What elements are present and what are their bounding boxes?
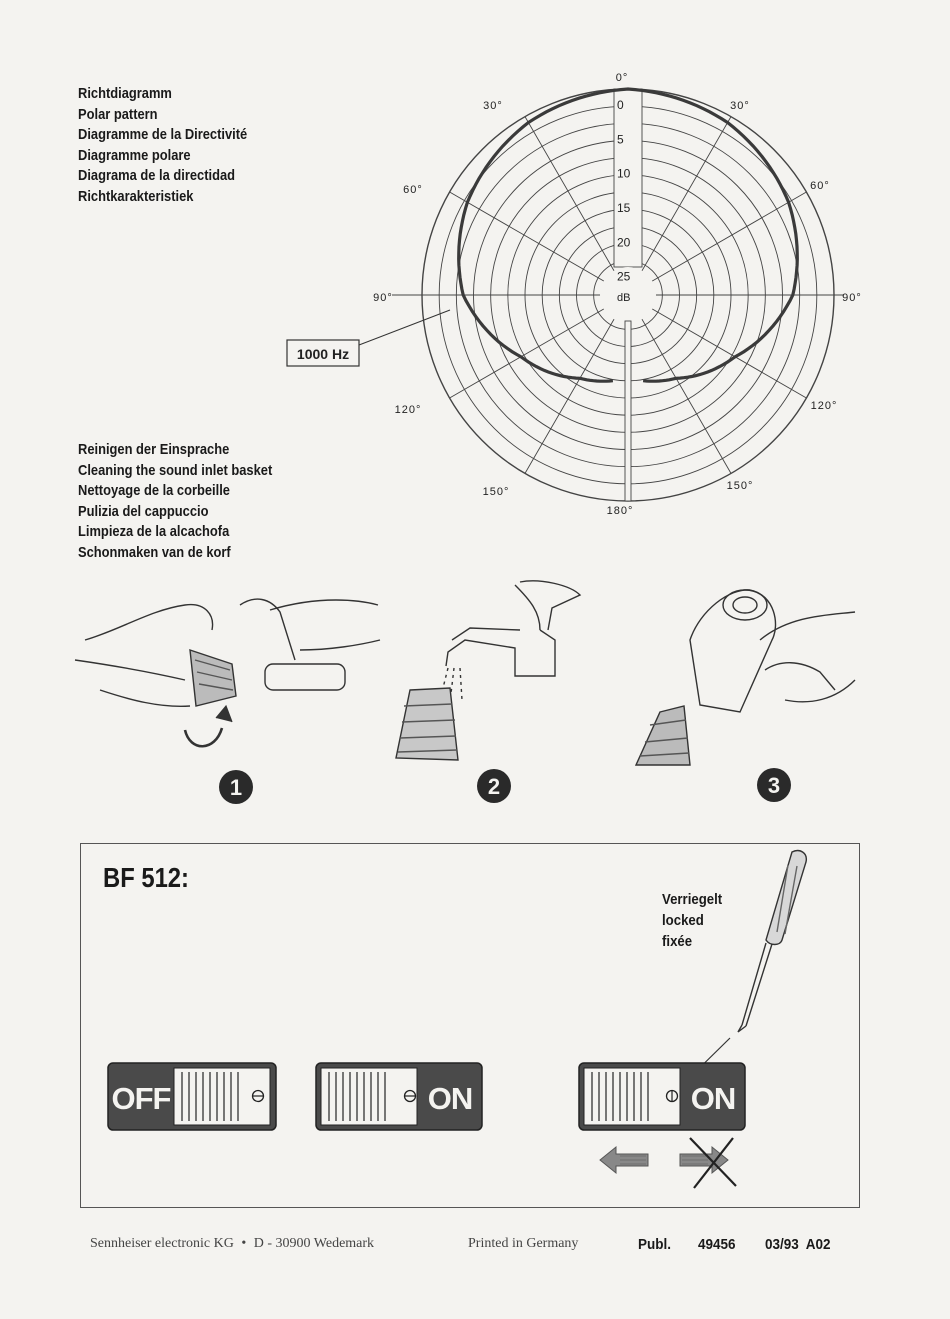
footer-publ-label: Publ.	[638, 1236, 672, 1253]
footer-separator: •	[241, 1236, 247, 1251]
angle-label: 0°	[615, 72, 629, 84]
polar-spoke	[525, 295, 628, 473]
switch-locked-state	[579, 1063, 745, 1130]
db-tick-label: 25	[617, 269, 631, 284]
switch-illustrations	[80, 843, 860, 1208]
cleaning-title-en: Cleaning the sound inlet basket	[78, 461, 273, 479]
db-tick-label: 5	[617, 132, 624, 147]
switch-model-title: BF 512:	[103, 862, 189, 893]
polar-title-fr: Diagramme de la Directivité	[78, 126, 248, 143]
switch-on-state	[316, 1063, 482, 1130]
polar-title-it: Diagramme polare	[78, 146, 191, 164]
polar-spoke	[628, 192, 806, 295]
switch-off-label: OFF	[111, 1081, 171, 1116]
angle-label: 30°	[730, 100, 750, 112]
arrow-left-icon	[600, 1147, 648, 1173]
cleaning-title-list	[78, 440, 272, 563]
frequency-label: 1000 Hz	[296, 346, 350, 362]
polar-spoke	[525, 117, 628, 295]
switch-off-state	[108, 1063, 276, 1130]
db-tick-label: 10	[617, 166, 631, 181]
step2-illustration	[396, 581, 580, 760]
cleaning-title-fr: Nettoyage de la corbeille	[78, 482, 230, 499]
db-tick-label: 20	[617, 235, 631, 250]
locked-label-de: Verriegelt	[662, 891, 723, 908]
angle-label: 120°	[810, 400, 838, 412]
db-tick-label: 15	[617, 201, 631, 215]
cleaning-title-de: Reinigen der Einsprache	[78, 441, 230, 458]
cleaning-illustrations	[0, 570, 950, 820]
angle-label: 180°	[606, 505, 634, 517]
angle-label: 150°	[726, 480, 754, 492]
angle-label: 30°	[483, 100, 503, 112]
switch-locked-on-label: ON	[690, 1081, 736, 1116]
polar-spoke	[450, 192, 628, 295]
footer-printed: Printed in Germany	[468, 1236, 579, 1251]
screwdriver-illustration	[738, 851, 806, 1032]
footer-address: D - 30900 Wedemark	[253, 1236, 375, 1251]
footer-company	[90, 1236, 374, 1252]
step-badge-2	[477, 769, 511, 803]
step-number-2: 2	[487, 774, 501, 799]
frequency-label-leader	[359, 310, 450, 345]
polar-lower-channel	[625, 321, 631, 501]
footer-publ-number: 49456	[698, 1236, 736, 1253]
cleaning-title-nl: Schonmaken van de korf	[78, 543, 231, 561]
angle-label: 120°	[394, 404, 422, 416]
polar-title-en: Polar pattern	[78, 105, 158, 123]
angle-label: 150°	[482, 486, 510, 498]
arrow-right-blocked-icon	[680, 1138, 736, 1188]
polar-spoke	[628, 117, 731, 295]
step3-illustration	[636, 590, 855, 765]
db-unit-label: dB	[617, 292, 631, 304]
angle-label: 60°	[810, 180, 830, 192]
polar-labels	[373, 72, 862, 517]
cleaning-title-it: Pulizia del cappuccio	[78, 502, 209, 520]
polar-spoke	[628, 295, 731, 473]
switch-on-label: ON	[427, 1081, 473, 1116]
step1-illustration	[75, 599, 380, 746]
db-tick-label: 0	[617, 98, 624, 112]
locked-label-en: locked	[662, 912, 704, 929]
angle-label: 60°	[403, 184, 423, 196]
angle-label: 90°	[373, 292, 393, 304]
polar-title-de: Richtdiagramm	[78, 85, 172, 102]
angle-label: 90°	[842, 292, 862, 304]
locked-label-fr: fixée	[662, 933, 693, 950]
step-badge-1	[219, 770, 253, 804]
polar-title-nl: Richtkarakteristiek	[78, 187, 194, 205]
step-badge-3	[757, 768, 791, 802]
step-number-3: 3	[767, 773, 781, 798]
footer-publ-code: 03/93 A02	[765, 1236, 831, 1253]
polar-title-es: Diagrama de la directidad	[78, 167, 236, 184]
cleaning-title-es: Limpieza de la alcachofa	[78, 523, 230, 540]
step-number-1: 1	[229, 775, 243, 800]
footer-company-name: Sennheiser electronic KG	[90, 1236, 234, 1251]
